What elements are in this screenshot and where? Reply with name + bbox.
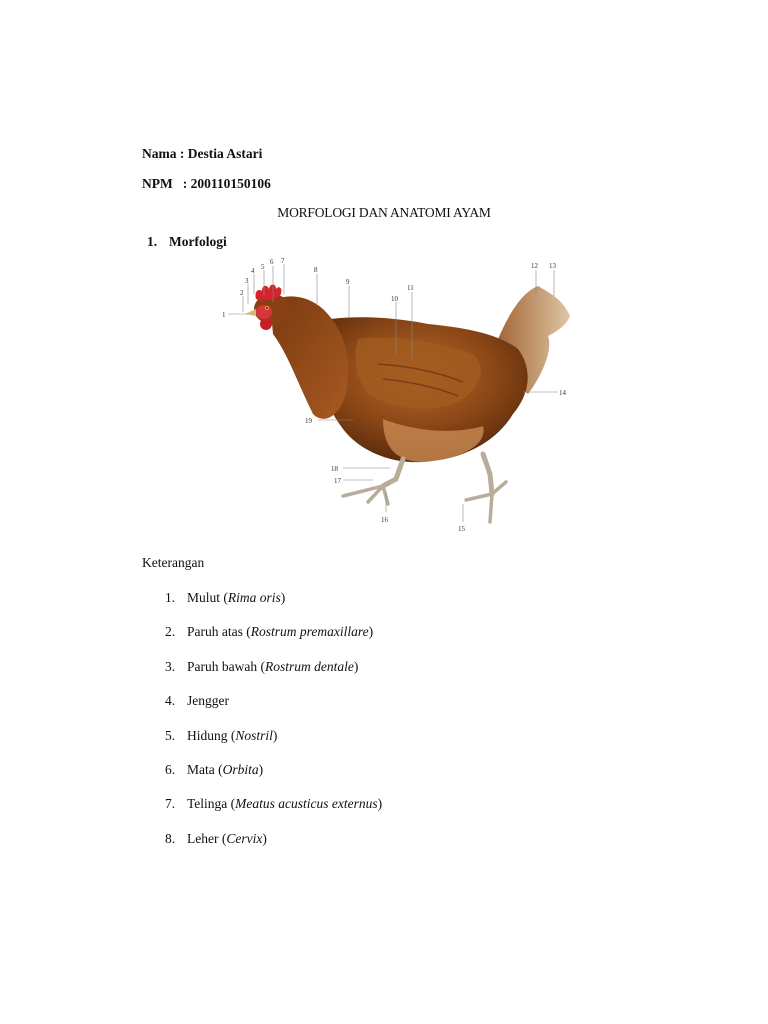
callout-18: 18: [331, 465, 338, 473]
list-item-latin: Nostril: [235, 727, 273, 743]
callout-12: 12: [531, 262, 538, 270]
chicken-morphology-figure: [218, 254, 578, 538]
list-item-text: Telinga (: [187, 796, 236, 812]
list-item-text: Paruh bawah (: [187, 658, 265, 674]
list-item-text: Mulut (: [187, 590, 228, 605]
list-item: [165, 831, 267, 847]
list-item: [165, 659, 358, 675]
section-number: 1.: [147, 234, 158, 249]
npm-value: : 200110150106: [182, 176, 271, 191]
section-label: Morfologi: [169, 234, 227, 249]
list-item-text: Jengger: [187, 693, 229, 709]
callout-3: 3: [245, 277, 249, 285]
callout-5: 5: [261, 263, 265, 271]
list-item: [165, 796, 382, 812]
list-item-number: 8.: [165, 830, 176, 846]
list-item-number: 1.: [165, 590, 176, 605]
list-item-latin: Rima oris: [227, 590, 281, 605]
list-item: [165, 728, 277, 744]
student-npm: [142, 176, 271, 192]
callout-6: 6: [270, 258, 274, 266]
list-item-text: Mata (: [187, 762, 223, 777]
callout-10: 10: [391, 295, 398, 303]
list-item-text: Paruh atas (: [187, 624, 251, 640]
list-item-latin: Rostrum dentale: [264, 658, 354, 674]
list-item-close: ): [258, 762, 264, 777]
list-item-close: ): [262, 830, 267, 846]
chicken-illustration: [218, 254, 578, 538]
list-item-close: ): [280, 590, 286, 605]
list-item-number: 3.: [165, 658, 176, 674]
callout-15: 15: [458, 525, 465, 533]
list-item: [165, 762, 263, 778]
student-name: Nama : Destia Astari: [142, 146, 263, 161]
callout-16: 16: [381, 516, 388, 524]
callout-7: 7: [281, 257, 285, 265]
callout-1: 1: [222, 311, 226, 319]
callout-8: 8: [314, 266, 318, 274]
list-item-number: 2.: [165, 624, 176, 640]
list-item-latin: Rostrum premaxillare: [250, 624, 369, 640]
callout-17: 17: [334, 477, 341, 485]
list-item: [165, 590, 285, 606]
section-heading: [147, 234, 227, 250]
list-item: [165, 624, 373, 640]
document-title: MORFOLOGI DAN ANATOMI AYAM: [277, 205, 491, 220]
list-item-close: ): [272, 727, 278, 743]
list-item-close: ): [353, 658, 359, 674]
callout-4: 4: [251, 267, 255, 275]
callout-9: 9: [346, 278, 350, 286]
callout-2: 2: [240, 289, 244, 297]
keterangan-label: Keterangan: [142, 555, 205, 570]
list-item-latin: Cervix: [226, 830, 263, 846]
list-item-close: ): [377, 796, 383, 812]
list-item-number: 4.: [165, 693, 176, 709]
list-item: [165, 693, 229, 709]
callout-14: 14: [559, 389, 566, 397]
list-item-number: 5.: [165, 727, 176, 743]
list-item-number: 7.: [165, 796, 176, 812]
list-item-text: Leher (: [187, 830, 227, 846]
list-item-latin: Orbita: [222, 762, 259, 777]
callout-19: 19: [305, 417, 312, 425]
list-item-number: 6.: [165, 762, 176, 777]
callout-11: 11: [407, 284, 414, 292]
list-item-text: Hidung (: [187, 727, 236, 743]
callout-13: 13: [549, 262, 556, 270]
npm-label: NPM: [142, 176, 173, 191]
list-item-close: ): [368, 624, 374, 640]
list-item-latin: Meatus acusticus externus: [235, 796, 378, 812]
